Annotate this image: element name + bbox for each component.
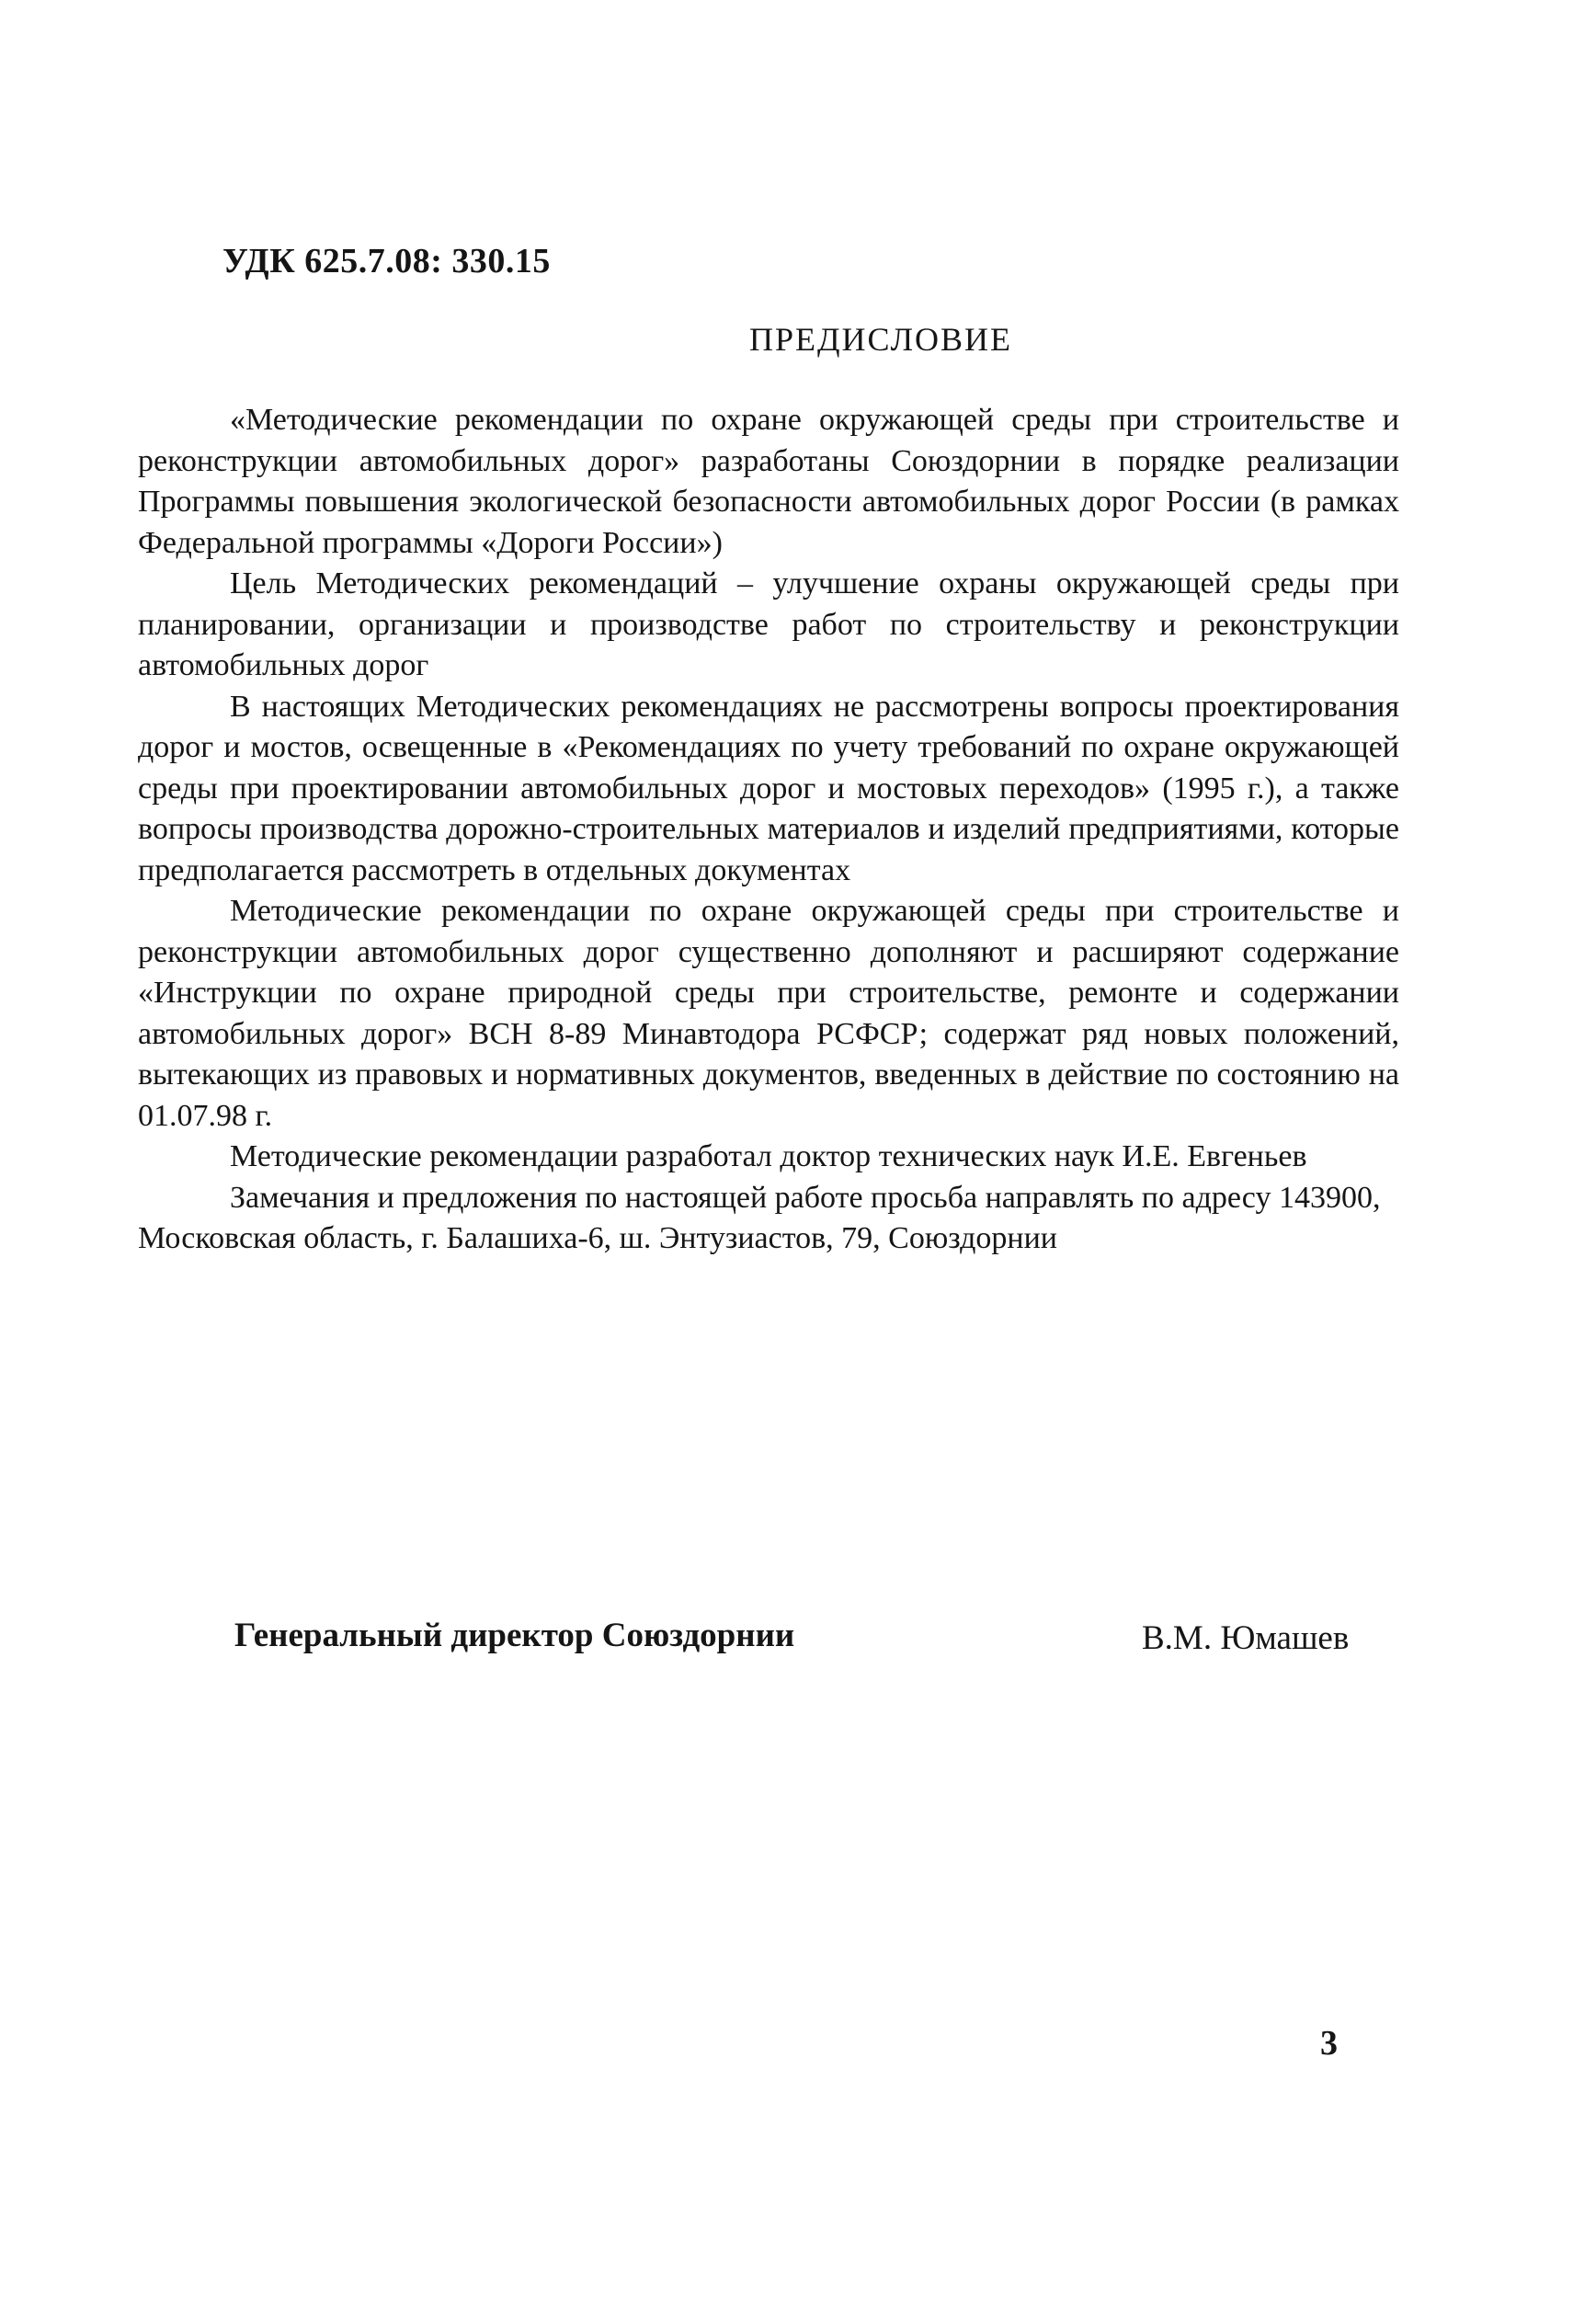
signature-role: Генеральный директор Союздорнии bbox=[234, 1617, 795, 1654]
paragraph: «Методические рекомендации по охране окружающей среды при строительстве и реконструкции автомобильных дорог» разработаны Союздорнии в порядке реализации Программы повышения экологической безопасности автомобильных дорог России (в рамках Федеральной программы «Дороги России») bbox=[138, 403, 1399, 560]
signature-name: В.М. Юмашев bbox=[1142, 1619, 1350, 1657]
udk-code: УДК 625.7.08: 330.15 bbox=[222, 242, 551, 280]
section-heading: ПРЕДИСЛОВИЕ bbox=[748, 321, 1013, 358]
paragraph: Замечания и предложения по настоящей работе просьба направлять по адресу 143900, Московская область, г. Балашиха-6, ш. Энтузиастов, 79, Союздорнии bbox=[138, 1180, 1381, 1255]
paragraph: Методические рекомендации по охране окружающей среды при строительстве и реконструкции автомобильных дорог существенно дополняют и расширяют содержание «Инструкции по охране природной среды при строительстве, ремонте и содержании автомобильных дорог» ВСН 8-89 Минавтодора РСФСР; содержат ряд новых положений, вытекающих из правовых и нормативных документов, введенных в действие по состоянию на 01.07.98 г. bbox=[138, 894, 1399, 1133]
page-number: 3 bbox=[1320, 2024, 1338, 2063]
preface-body bbox=[138, 400, 1399, 1260]
paragraph: Методические рекомендации разработал доктор технических наук И.Е. Евгеньев bbox=[230, 1139, 1307, 1173]
paragraph: В настоящих Методических рекомендациях не рассмотрены вопросы проектирования дорог и мостов, освещенные в «Рекомендациях по учету требований по охране окружающей среды при проектировании автомобильных дорог и мостовых переходов» (1995 г.), а также вопросы производства дорожно-строительных материалов и изделий предприятиями, которые предполагается рассмотреть в отдельных документах bbox=[138, 689, 1399, 887]
paragraph: Цель Методических рекомендаций – улучшение охраны окружающей среды при планировании, организации и производстве работ по строительству и реконструкции автомобильных дорог bbox=[138, 566, 1399, 682]
